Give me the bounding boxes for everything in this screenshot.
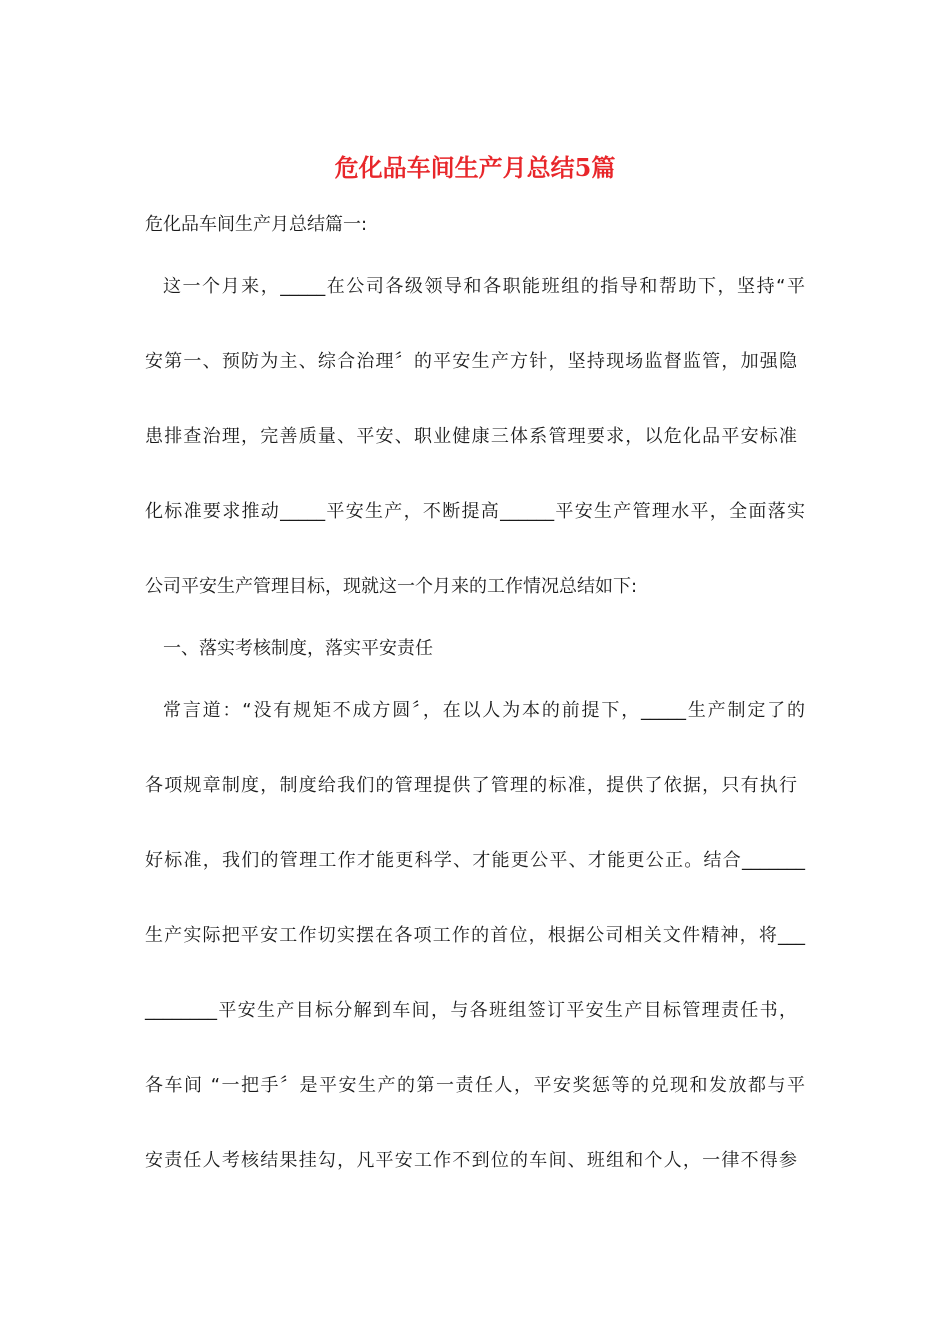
paragraph-line: 公司平安生产管理目标，现就这一个月来的工作情况总结如下: <box>145 576 638 597</box>
paragraph-line: 各车间 “一把手〞是平安生产的第一责任人，平安奖惩等的兑现和发放都与平 <box>145 1075 805 1096</box>
document-title: 危化品车间生产月总结5篇 <box>334 153 616 182</box>
paragraph-line: 生产实际把平安工作切实摆在各项工作的首位，根据公司相关文件精神，将___ <box>145 925 805 946</box>
paragraph-line: 安第一、预防为主、综合治理〞的平安生产方针，坚持现场监督监管，加强隐 <box>145 351 797 372</box>
paragraph-line: 安责任人考核结果挂勾，凡平安工作不到位的车间、班组和个人，一律不得参 <box>145 1150 797 1171</box>
paragraph-line: 好标准，我们的管理工作才能更科学、才能更公平、才能更公正。结合_______ <box>145 850 805 871</box>
paragraph-line: 化标准要求推动_____平安生产，不断提高______平安生产管理水平，全面落实 <box>145 501 805 522</box>
paragraph-line: 各项规章制度，制度给我们的管理提供了管理的标准，提供了依据，只有执行 <box>145 775 797 796</box>
paragraph-line: 常言道：“没有规矩不成方圆〞，在以人为本的前提下，_____生产制定了的 <box>163 700 805 721</box>
paragraph-line: 患排查治理，完善质量、平安、职业健康三体系管理要求，以危化品平安标准 <box>145 426 797 447</box>
subsection-heading: 一、落实考核制度，落实平安责任 <box>163 638 433 659</box>
section-heading-part-one: 危化品车间生产月总结篇一: <box>145 214 368 235</box>
paragraph-line: ________平安生产目标分解到车间，与各班组签订平安生产目标管理责任书， <box>145 1000 797 1021</box>
paragraph-line: 这一个月来，_____在公司各级领导和各职能班组的指导和帮助下，坚持“平 <box>163 276 805 297</box>
